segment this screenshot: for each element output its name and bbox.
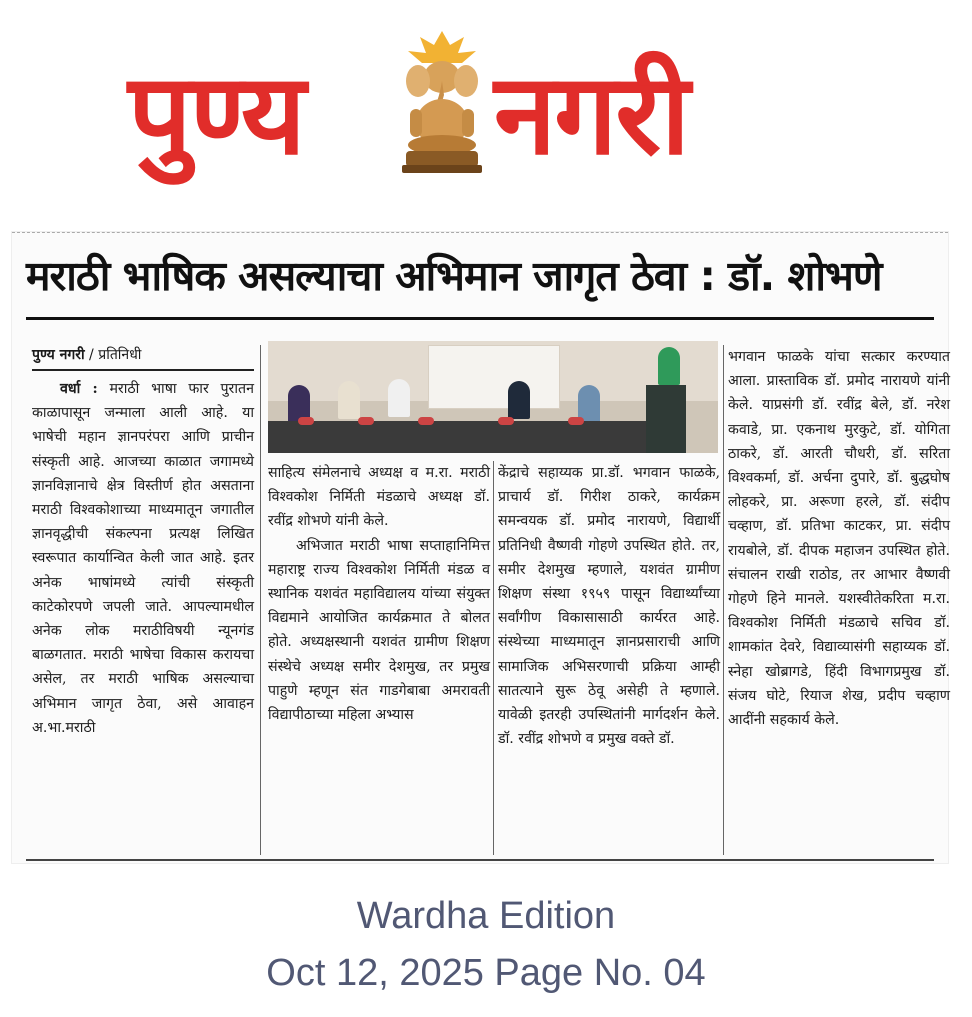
column-4-text: भगवान फाळके यांचा सत्कार करण्यात आला. प्रास्ताविक डॉ. प्रमोद नारायणे यांनी केले. याप्रसंगी डॉ. रवींद्र बेले, डॉ. नरेश कवाडे, प्रा. एकनाथ मुरकुटे, डॉ. योगिता ठाकरे, डॉ. आरती चौधरी, डॉ. सरिता विश्वकर्मा, डॉ. अर्चना दुपारे, डॉ. बुद्धघोष लोहकरे, प्रा. अरूणा हरले, डॉ. संदीप चव्हाण, डॉ. प्रतिभा काटकर, प्रा. संदीप रायबोले, डॉ. दीपक महाजन उपस्थित होते. संचालन राखी राठोड, तर आभार वैष्णवी गोहणे हिने मानले. यशस्वीतेकरिता म.रा. विश्वकोश निर्मिती मंडळाचे सचिव डॉ. शामकांत देवरे, विद्याव्यासंगी सहाय्यक डॉ. स्नेहा खोब्रागडे, हिंदी विभागप्रमुख डॉ. संजय घोटे, रियाज शेख, प्रदीप चव्हाण आदींनी सहकार्य केले. <box>728 349 950 729</box>
bottom-rule <box>26 859 934 861</box>
masthead-title-left: पुण्य <box>128 50 304 180</box>
podium <box>646 385 686 453</box>
column-divider <box>493 461 494 855</box>
byline <box>32 345 141 364</box>
byline-rule <box>32 369 254 371</box>
news-clipping <box>12 232 948 863</box>
stage-banner <box>428 345 560 409</box>
masthead-title-right: नगरी <box>494 50 689 180</box>
column-2-para-1: साहित्य संमेलनाचे अध्यक्ष व म.रा. मराठी विश्वकोश निर्मिती मंडळाचे अध्यक्ष डॉ. रवींद्र शोभणे यांनी केले. <box>268 465 490 530</box>
edition-footer <box>0 890 972 1004</box>
article-column-4 <box>728 345 950 732</box>
masthead <box>0 0 972 222</box>
article-column-3 <box>498 461 720 751</box>
column-3-text: केंद्राचे सहाय्यक प्रा.डॉ. भगवान फाळके, प्राचार्य डॉ. गिरीश ठाकरे, कार्यक्रम समन्वयक डॉ. प्रमोद नारायणे, विद्यार्थी प्रतिनिधी वैष्णवी गोहणे उपस्थित होते. तर, समीर देशमुख म्हणाले, यशवंत ग्रामीण शिक्षण संस्था १९५९ पासून विद्यार्थ्यांच्या सर्वांगीण विकासासाठी कार्यरत आहे. संस्थेच्या माध्यमातून ज्ञानप्रसाराची आणि सामाजिक अभिसरणाची प्रक्रिया आम्ही सातत्याने सुरू ठेवू असेही ते म्हणाले. यावेळी इतरही उपस्थितांनी मार्गदर्शन केले. डॉ. रवींद्र शोभणे व प्रमुख वक्ते डॉ. <box>498 465 720 748</box>
ganesha-idol-icon <box>392 25 492 175</box>
column-1-text: मराठी भाषा फार पुरातन काळापासून जन्माला आली आहे. या भाषेची महान ज्ञानपरंपरा आणि प्राचीन संस्कृती आहे. आजच्या काळात जगामध्ये ज्ञानविज्ञानाचे क्षेत्र विस्तीर्ण होत असताना मराठी विश्वकोशाच्या माध्यमातून जगातील ज्ञानवृद्धीची संकल्पना प्रत्यक्ष लिखित स्वरूपात कार्यान्वित केली जात आहे. इतर अनेक भाषांमध्ये त्यांची संस्कृती काटेकोरपणे जपली जाते. आपल्यामधील अनेक लोक मराठीविषयी न्यूनगंड बाळगतात. मराठी भाषेचा विकास करायचा असेल, तर मराठी भाषिक असल्याचा अभिमान जागृत ठेवा, असे आवाहन अ.भा.मराठी <box>32 381 254 736</box>
byline-separator: / <box>84 347 99 363</box>
dateline: वर्धा : <box>60 381 98 397</box>
event-photo <box>268 341 718 453</box>
article-column-2 <box>268 461 490 727</box>
article-column-1 <box>32 377 254 740</box>
article-headline: मराठी भाषिक असल्याचा अभिमान जागृत ठेवा : डॉ. शोभणे <box>26 252 882 300</box>
byline-paper: पुण्य नगरी <box>32 347 85 363</box>
byline-role: प्रतिनिधी <box>98 347 142 363</box>
column-2-para-2: अभिजात मराठी भाषा सप्ताहानिमित्त महाराष्ट्र राज्य विश्वकोश निर्मिती मंडळ व स्थानिक यशवंत महाविद्यालय यांच्या संयुक्त विद्यमाने आयोजित कार्यक्रमात ते बोलत होते. अध्यक्षस्थानी यशवंत ग्रामीण शिक्षण संस्थेचे अध्यक्ष समीर देशमुख, तर प्रमुख पाहुणे म्हणून संत गाडगेबाबा अमरावती विद्यापीठाच्या महिला अभ्यास <box>268 537 490 724</box>
column-divider <box>723 345 724 855</box>
column-divider <box>260 345 261 855</box>
headline-rule <box>26 317 934 320</box>
edition-name: Wardha Edition <box>356 895 616 937</box>
edition-date-page: Oct 12, 2025 Page No. 04 <box>266 952 706 994</box>
